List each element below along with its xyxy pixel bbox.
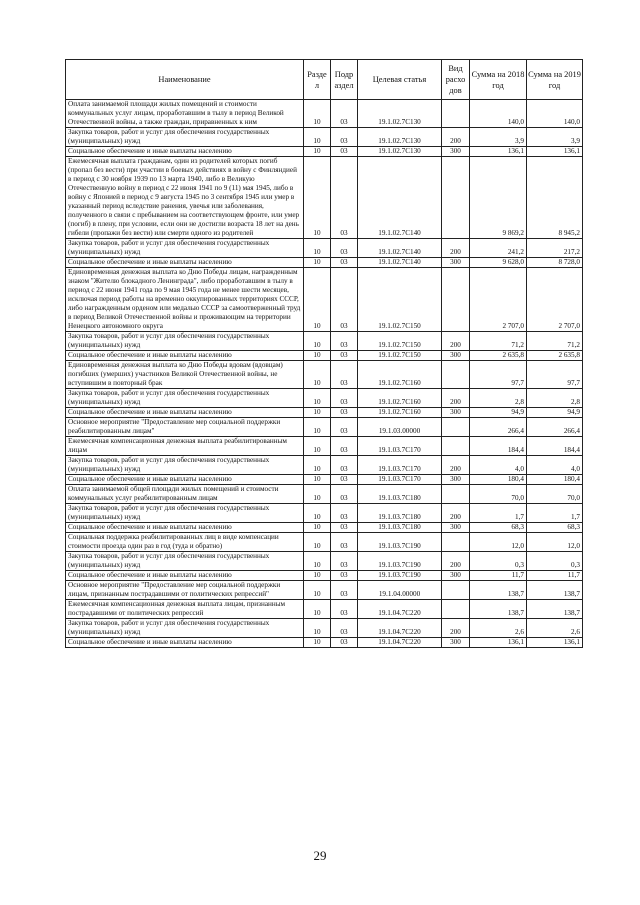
table-row [66, 351, 583, 361]
cell-expense-type [442, 100, 470, 128]
cell-section: 10 [304, 100, 331, 128]
cell-sum-2019: 71,2 [527, 332, 583, 351]
cell-sum-2019: 8 945,2 [527, 157, 583, 239]
table-row [66, 258, 583, 268]
table-row [66, 361, 583, 389]
table-row [66, 552, 583, 571]
table-row [66, 332, 583, 351]
cell-target-article: 19.1.03.00000 [358, 418, 442, 437]
table-row [66, 638, 583, 648]
cell-subsection: 03 [331, 523, 358, 533]
cell-expense-type: 200 [442, 389, 470, 408]
cell-section: 10 [304, 418, 331, 437]
cell-target-article: 19.1.03.7С190 [358, 552, 442, 571]
cell-name: Закупка товаров, работ и услуг для обеспечения государственных (муниципальных) нужд [66, 239, 304, 258]
cell-section: 10 [304, 268, 331, 332]
cell-sum-2018: 138,7 [470, 600, 527, 619]
cell-subsection: 03 [331, 418, 358, 437]
budget-table-container [65, 59, 582, 648]
cell-expense-type [442, 485, 470, 504]
cell-target-article: 19.1.02.7С150 [358, 351, 442, 361]
cell-sum-2018: 0,3 [470, 552, 527, 571]
cell-name: Основное мероприятие "Предоставление мер социальной поддержки реабилитированным лицам" [66, 418, 304, 437]
cell-target-article: 19.1.04.7С220 [358, 638, 442, 648]
cell-target-article: 19.1.02.7С130 [358, 147, 442, 157]
cell-sum-2019: 11,7 [527, 571, 583, 581]
cell-section: 10 [304, 456, 331, 475]
cell-expense-type: 300 [442, 523, 470, 533]
table-row [66, 408, 583, 418]
cell-expense-type: 200 [442, 619, 470, 638]
cell-name: Социальная поддержка реабилитированных лиц в виде компенсации стоимости проезда один раз в год (туда и обратно) [66, 533, 304, 552]
cell-subsection: 03 [331, 485, 358, 504]
cell-sum-2018: 138,7 [470, 581, 527, 600]
table-row [66, 418, 583, 437]
cell-target-article: 19.1.03.7С170 [358, 456, 442, 475]
cell-name: Социальное обеспечение и иные выплаты населению [66, 638, 304, 648]
cell-section: 10 [304, 389, 331, 408]
cell-section: 10 [304, 533, 331, 552]
cell-expense-type: 200 [442, 332, 470, 351]
cell-target-article: 19.1.03.7С180 [358, 504, 442, 523]
cell-subsection: 03 [331, 332, 358, 351]
cell-target-article: 19.1.02.7С150 [358, 268, 442, 332]
cell-subsection: 03 [331, 100, 358, 128]
cell-subsection: 03 [331, 456, 358, 475]
cell-target-article: 19.1.03.7С190 [358, 571, 442, 581]
cell-sum-2019: 97,7 [527, 361, 583, 389]
cell-section: 10 [304, 475, 331, 485]
table-row [66, 475, 583, 485]
cell-section: 10 [304, 437, 331, 456]
cell-sum-2019: 2,6 [527, 619, 583, 638]
cell-subsection: 03 [331, 389, 358, 408]
cell-name: Закупка товаров, работ и услуг для обеспечения государственных (муниципальных) нужд [66, 552, 304, 571]
cell-expense-type: 200 [442, 456, 470, 475]
cell-expense-type [442, 581, 470, 600]
cell-subsection: 03 [331, 504, 358, 523]
cell-subsection: 03 [331, 361, 358, 389]
cell-expense-type [442, 437, 470, 456]
cell-expense-type: 300 [442, 147, 470, 157]
cell-subsection: 03 [331, 351, 358, 361]
cell-name: Единовременная денежная выплата ко Дню Победы лицам, награжденным знаком "Жителю блокадного Ленинграда", либо проработавшим в тылу в период с 22 июня 1941 года по 9 мая 1945 года не менее шести месяцев, исключая период работы на временно оккупированных территориях СССР, либо награжденным орденом или медалью СССР за самоотверженный труд в период Великой Отечественной войны и проживающим на территории Ненецкого автономного округа [66, 268, 304, 332]
cell-section: 10 [304, 552, 331, 571]
cell-section: 10 [304, 351, 331, 361]
cell-name: Закупка товаров, работ и услуг для обеспечения государственных (муниципальных) нужд [66, 389, 304, 408]
cell-sum-2018: 71,2 [470, 332, 527, 351]
cell-name: Оплата занимаемой площади жилых помещений и стоимости коммунальных услуг лицам, проработавшим в тылу в период Великой Отечественной войны, а также граждан, приравненных к ним [66, 100, 304, 128]
cell-sum-2019: 266,4 [527, 418, 583, 437]
header-subsection: Подр аздел [331, 60, 358, 100]
cell-name: Оплата занимаемой общей площади жилых помещений и стоимости коммунальных услуг реабилитированным лицам [66, 485, 304, 504]
cell-target-article: 19.1.02.7С160 [358, 389, 442, 408]
cell-sum-2018: 70,0 [470, 485, 527, 504]
cell-section: 10 [304, 408, 331, 418]
cell-sum-2018: 1,7 [470, 504, 527, 523]
cell-name: Социальное обеспечение и иные выплаты населению [66, 351, 304, 361]
cell-target-article: 19.1.02.7С140 [358, 239, 442, 258]
cell-sum-2019: 2,8 [527, 389, 583, 408]
table-row [66, 147, 583, 157]
cell-name: Социальное обеспечение и иные выплаты населению [66, 408, 304, 418]
cell-section: 10 [304, 600, 331, 619]
cell-target-article: 19.1.02.7С130 [358, 128, 442, 147]
cell-section: 10 [304, 485, 331, 504]
cell-expense-type [442, 418, 470, 437]
cell-sum-2019: 184,4 [527, 437, 583, 456]
table-row [66, 100, 583, 128]
cell-expense-type [442, 600, 470, 619]
cell-name: Закупка товаров, работ и услуг для обеспечения государственных (муниципальных) нужд [66, 619, 304, 638]
table-row [66, 485, 583, 504]
cell-expense-type: 200 [442, 504, 470, 523]
table-row [66, 456, 583, 475]
cell-target-article: 19.1.02.7С160 [358, 361, 442, 389]
table-row [66, 437, 583, 456]
table-row [66, 389, 583, 408]
cell-section: 10 [304, 128, 331, 147]
cell-sum-2019: 180,4 [527, 475, 583, 485]
cell-sum-2019: 4,0 [527, 456, 583, 475]
cell-section: 10 [304, 332, 331, 351]
cell-sum-2018: 4,0 [470, 456, 527, 475]
cell-subsection: 03 [331, 239, 358, 258]
table-row [66, 581, 583, 600]
cell-subsection: 03 [331, 619, 358, 638]
cell-section: 10 [304, 239, 331, 258]
cell-sum-2018: 11,7 [470, 571, 527, 581]
cell-sum-2018: 2 707,0 [470, 268, 527, 332]
cell-name: Закупка товаров, работ и услуг для обеспечения государственных (муниципальных) нужд [66, 332, 304, 351]
budget-table [65, 59, 583, 648]
cell-target-article: 19.1.03.7С180 [358, 485, 442, 504]
cell-sum-2019: 138,7 [527, 581, 583, 600]
cell-expense-type [442, 361, 470, 389]
header-sum-2018: Сумма на 2018 год [470, 60, 527, 100]
cell-section: 10 [304, 638, 331, 648]
cell-sum-2018: 2,8 [470, 389, 527, 408]
table-row [66, 239, 583, 258]
cell-expense-type: 200 [442, 552, 470, 571]
cell-subsection: 03 [331, 268, 358, 332]
cell-sum-2018: 97,7 [470, 361, 527, 389]
table-row [66, 128, 583, 147]
cell-target-article: 19.1.04.00000 [358, 581, 442, 600]
cell-subsection: 03 [331, 600, 358, 619]
cell-subsection: 03 [331, 552, 358, 571]
cell-sum-2019: 138,7 [527, 600, 583, 619]
cell-sum-2019: 0,3 [527, 552, 583, 571]
cell-section: 10 [304, 523, 331, 533]
cell-sum-2019: 140,0 [527, 100, 583, 128]
cell-name: Социальное обеспечение и иные выплаты населению [66, 147, 304, 157]
cell-target-article: 19.1.02.7С140 [358, 157, 442, 239]
cell-sum-2019: 2 635,8 [527, 351, 583, 361]
cell-name: Закупка товаров, работ и услуг для обеспечения государственных (муниципальных) нужд [66, 456, 304, 475]
cell-name: Социальное обеспечение и иные выплаты населению [66, 258, 304, 268]
cell-name: Социальное обеспечение и иные выплаты населению [66, 523, 304, 533]
header-section: Разде л [304, 60, 331, 100]
cell-sum-2019: 12,0 [527, 533, 583, 552]
cell-name: Основное мероприятие "Предоставление мер социальной поддержки лицам, признанным пострадавшими от политических репрессий" [66, 581, 304, 600]
cell-sum-2018: 136,1 [470, 147, 527, 157]
table-row [66, 504, 583, 523]
table-row [66, 600, 583, 619]
cell-section: 10 [304, 258, 331, 268]
cell-target-article: 19.1.02.7С150 [358, 332, 442, 351]
cell-section: 10 [304, 504, 331, 523]
cell-sum-2018: 136,1 [470, 638, 527, 648]
cell-sum-2019: 136,1 [527, 638, 583, 648]
cell-target-article: 19.1.02.7С130 [358, 100, 442, 128]
cell-sum-2019: 217,2 [527, 239, 583, 258]
table-row [66, 523, 583, 533]
header-expense-type: Вид расхо дов [442, 60, 470, 100]
table-row [66, 268, 583, 332]
cell-target-article: 19.1.02.7С140 [358, 258, 442, 268]
cell-name: Ежемесячная компенсационная денежная выплата лицам, признанным пострадавшими от политических репрессий [66, 600, 304, 619]
cell-subsection: 03 [331, 258, 358, 268]
cell-sum-2018: 266,4 [470, 418, 527, 437]
cell-expense-type: 300 [442, 258, 470, 268]
cell-expense-type: 300 [442, 638, 470, 648]
cell-sum-2018: 94,9 [470, 408, 527, 418]
cell-expense-type: 300 [442, 351, 470, 361]
header-sum-2019: Сумма на 2019 год [527, 60, 583, 100]
cell-subsection: 03 [331, 571, 358, 581]
cell-sum-2019: 1,7 [527, 504, 583, 523]
table-row [66, 571, 583, 581]
cell-section: 10 [304, 157, 331, 239]
cell-sum-2019: 68,3 [527, 523, 583, 533]
cell-expense-type: 300 [442, 408, 470, 418]
table-header-row [66, 60, 583, 100]
table-row [66, 533, 583, 552]
cell-name: Ежемесячная компенсационная денежная выплата реабилитированным лицам [66, 437, 304, 456]
cell-section: 10 [304, 571, 331, 581]
table-row [66, 619, 583, 638]
cell-sum-2018: 12,0 [470, 533, 527, 552]
cell-sum-2018: 9 869,2 [470, 157, 527, 239]
cell-sum-2018: 2,6 [470, 619, 527, 638]
cell-name: Закупка товаров, работ и услуг для обеспечения государственных (муниципальных) нужд [66, 128, 304, 147]
cell-expense-type [442, 157, 470, 239]
cell-sum-2019: 136,1 [527, 147, 583, 157]
page-number: 29 [313, 848, 327, 863]
cell-expense-type: 200 [442, 239, 470, 258]
cell-sum-2018: 68,3 [470, 523, 527, 533]
cell-subsection: 03 [331, 437, 358, 456]
cell-sum-2018: 3,9 [470, 128, 527, 147]
cell-expense-type: 300 [442, 571, 470, 581]
cell-sum-2018: 9 628,0 [470, 258, 527, 268]
cell-name: Закупка товаров, работ и услуг для обеспечения государственных (муниципальных) нужд [66, 504, 304, 523]
cell-name: Единовременная денежная выплата ко Дню Победы вдовам (вдовцам) погибших (умерших) участников Великой Отечественной войны, не вступившим в повторный брак [66, 361, 304, 389]
cell-section: 10 [304, 147, 331, 157]
cell-expense-type [442, 533, 470, 552]
cell-sum-2018: 184,4 [470, 437, 527, 456]
cell-section: 10 [304, 361, 331, 389]
cell-subsection: 03 [331, 128, 358, 147]
cell-sum-2018: 241,2 [470, 239, 527, 258]
cell-subsection: 03 [331, 638, 358, 648]
cell-sum-2019: 3,9 [527, 128, 583, 147]
cell-sum-2018: 180,4 [470, 475, 527, 485]
cell-subsection: 03 [331, 475, 358, 485]
cell-subsection: 03 [331, 157, 358, 239]
cell-name: Социальное обеспечение и иные выплаты населению [66, 571, 304, 581]
cell-target-article: 19.1.03.7С170 [358, 475, 442, 485]
cell-target-article: 19.1.02.7С160 [358, 408, 442, 418]
cell-expense-type [442, 268, 470, 332]
table-row [66, 157, 583, 239]
cell-section: 10 [304, 619, 331, 638]
cell-target-article: 19.1.04.7С220 [358, 619, 442, 638]
cell-subsection: 03 [331, 147, 358, 157]
header-target-article: Целевая статья [358, 60, 442, 100]
cell-sum-2019: 8 728,0 [527, 258, 583, 268]
cell-target-article: 19.1.03.7С170 [358, 437, 442, 456]
cell-sum-2018: 140,0 [470, 100, 527, 128]
cell-subsection: 03 [331, 533, 358, 552]
table-body [66, 100, 583, 648]
cell-target-article: 19.1.04.7С220 [358, 600, 442, 619]
cell-expense-type: 300 [442, 475, 470, 485]
cell-expense-type: 200 [442, 128, 470, 147]
header-name: Наименование [66, 60, 304, 100]
cell-section: 10 [304, 581, 331, 600]
cell-sum-2019: 94,9 [527, 408, 583, 418]
cell-target-article: 19.1.03.7С190 [358, 533, 442, 552]
cell-sum-2019: 70,0 [527, 485, 583, 504]
cell-subsection: 03 [331, 408, 358, 418]
cell-name: Социальное обеспечение и иные выплаты населению [66, 475, 304, 485]
cell-target-article: 19.1.03.7С180 [358, 523, 442, 533]
cell-sum-2018: 2 635,8 [470, 351, 527, 361]
cell-subsection: 03 [331, 581, 358, 600]
cell-name: Ежемесячная выплата гражданам, один из родителей которых погиб (пропал без вести) при участии в боевых действиях в войну с Финляндией в период с 30 ноября 1939 по 13 марта 1940, либо в Великую Отечественную войну в период с 22 июня 1941 по 9 (11) мая 1945, либо в войну с Японией в период с 9 августа 1945 по 3 сентября 1945 или умер в указанный период вследствие ранения, увечья или заболевания, полученного в связи с пребыванием на соответствующем фронте, или умер (погиб) в плену, при условии, если они не достигли возраста 18 лет на день гибели (пропажи без вести) или смерти одного из родителей [66, 157, 304, 239]
cell-sum-2019: 2 707,0 [527, 268, 583, 332]
